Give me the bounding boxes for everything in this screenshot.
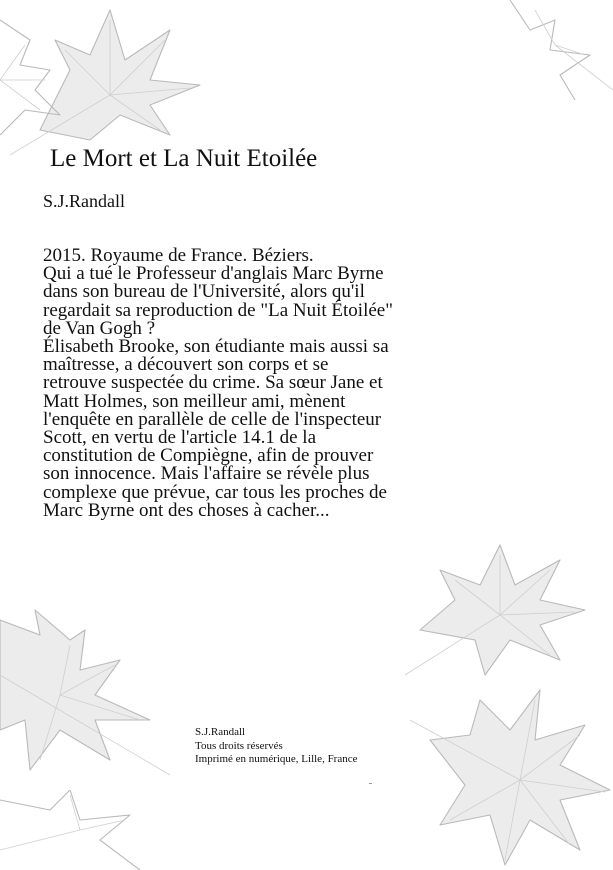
maple-leaf-icon	[500, 0, 613, 100]
synopsis-line: Matt Holmes, son meilleur ami, mènent	[43, 390, 346, 412]
synopsis-line: complexe que prévue, car tous les proches de	[43, 481, 387, 503]
footer-dot	[369, 783, 372, 784]
synopsis-line: maîtresse, a découvert son corps et se	[43, 354, 329, 376]
synopsis-line: regardait sa reproduction de "La Nuit Étoilée"	[43, 299, 393, 321]
colophon-rights: Tous droits réservés	[195, 739, 283, 752]
maple-leaf-icon	[0, 0, 240, 160]
synopsis-line: l'enquête en parallèle de celle de l'inspecteur	[43, 408, 382, 430]
synopsis-line: son innocence. Mais l'affaire se révèle plus	[43, 463, 370, 485]
maple-leaf-icon	[410, 680, 613, 870]
synopsis-line: dans son bureau de l'Université, alors qu'il	[43, 281, 365, 303]
maple-leaf-icon	[400, 540, 590, 680]
maple-leaf-icon	[0, 600, 180, 780]
book-author: S.J.Randall	[43, 191, 126, 211]
synopsis-line: Scott, en vertu de l'article 14.1 de la	[43, 427, 317, 449]
synopsis	[43, 247, 463, 520]
maple-leaf-icon	[0, 10, 70, 140]
synopsis-line: retrouve suspectée du crime. Sa sœur Jane et	[43, 372, 383, 394]
colophon-author: S.J.Randall	[195, 726, 246, 738]
synopsis-line: Qui a tué le Professeur d'anglais Marc Byrne	[43, 263, 384, 285]
maple-leaf-icon	[0, 790, 150, 870]
colophon-printing: Imprimé en numérique, Lille, France	[195, 753, 358, 765]
colophon	[195, 726, 358, 767]
synopsis-line: 2015. Royaume de France. Béziers.	[43, 245, 314, 266]
synopsis-line: de Van Gogh ?	[43, 317, 156, 339]
synopsis-line: constitution de Compiègne, afin de prouver	[43, 445, 374, 467]
book-title: Le Mort et La Nuit Etoilée	[50, 145, 318, 172]
synopsis-line: Élisabeth Brooke, son étudiante mais aussi sa	[43, 336, 389, 358]
synopsis-line: Marc Byrne ont des choses à cacher...	[43, 499, 330, 521]
